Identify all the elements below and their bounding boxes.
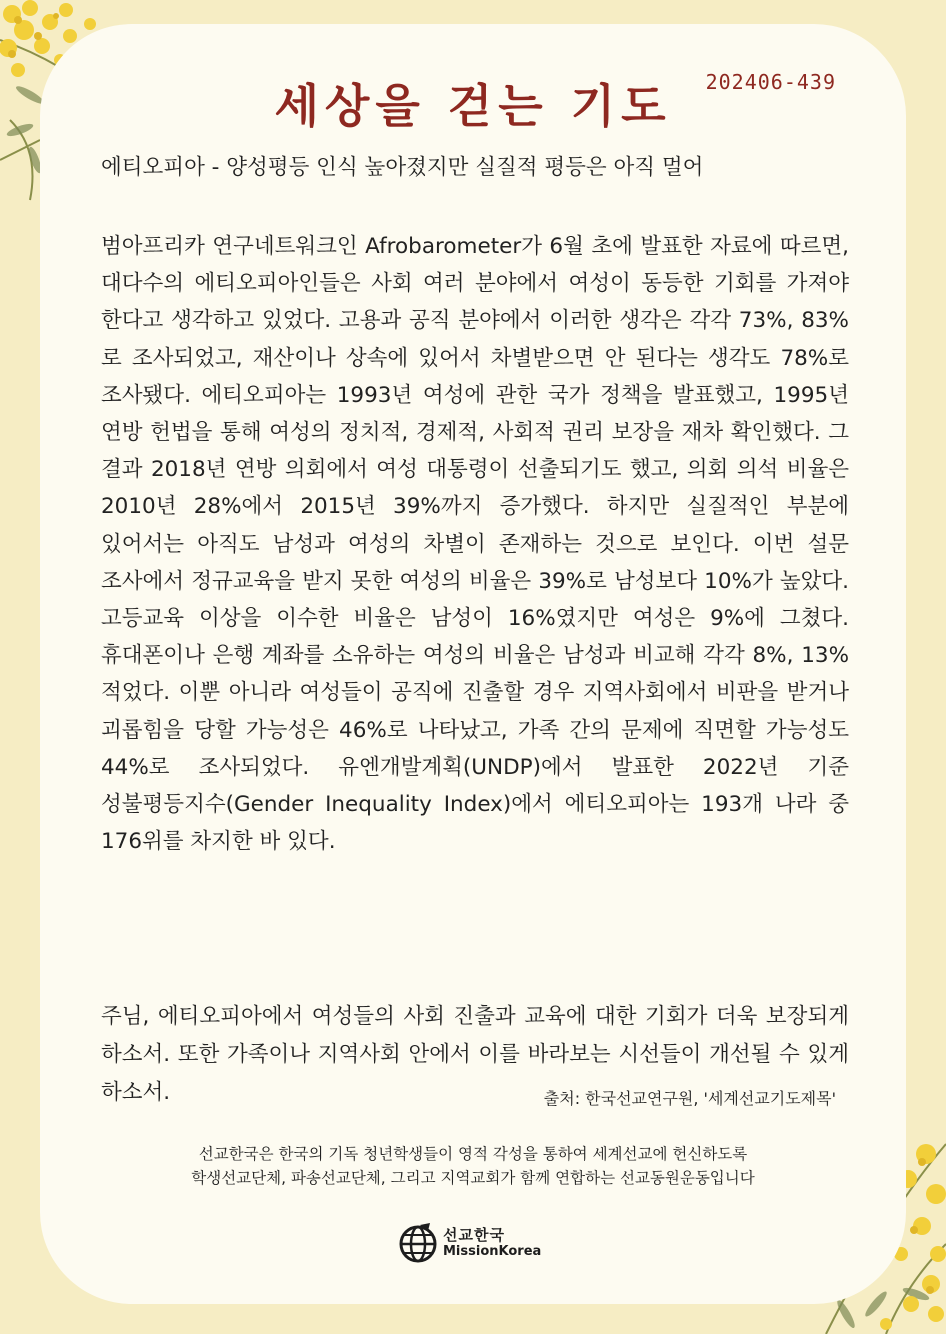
footer-line-1: 선교한국은 한국의 기독 청년학생들이 영적 각성을 통하여 세계선교에 헌신하도록 [198,1145,748,1163]
footer-line-2: 학생선교단체, 파송선교단체, 그리고 지역교회가 함께 연합하는 선교동원운동입니다 [191,1169,755,1187]
source-citation: 출처: 한국선교연구원, '세계선교기도제목' [543,1089,836,1108]
page-title: 세상을 걷는 기도 [274,79,672,133]
globe-icon [398,1223,438,1263]
logo-korean-text: 선교한국 [443,1226,505,1244]
prayer-text: 주님, 에티오피아에서 여성들의 사회 진출과 교육에 대한 기회가 더욱 보장되게 하소서. 또한 가족이나 지역사회 안에서 이를 바라보는 시선들이 개선될 수 있게 하소서. [101,1004,849,1105]
subtitle: 에티오피아 - 양성평등 인식 높아졌지만 실질적 평등은 아직 멀어 [101,155,704,180]
missionkorea-logo [398,1220,541,1266]
footer-mission-statement [70,1142,876,1190]
article-body: 범아프리카 연구네트워크인 Afrobarometer가 6월 초에 발표한 자료에 따르면, 대다수의 에티오피아인들은 사회 여러 분야에서 여성이 동등한 기회를 가져야 한다고 생각하고 있었다. 고용과 공직 분야에서 이러한 생각은 각각 73%, 83%로 조사되었고, 재산이나 상속에 있어서 차별받으면 안 된다는 생각도 78%로 조사됐다. 에티오피아는 1993년 여성에 관한 국가 정책을 발표했고, 1995년 연방 헌법을 통해 여성의 정치적, 경제적, 사회적 권리 보장을 재차 확인했다. 그 결과 2018년 연방 의회에서 여성 대통령이 선출되기도 했고, 의회 의석 비율은 2010년 28%에서 2015년 39%까지 증가했다. 하지만 실질적인 부분에 있어서는 아직도 남성과 여성의 차별이 존재하는 것으로 보인다. 이번 설문 조사에서 정규교육을 받지 못한 여성의 비율은 39%로 남성보다 10%가 높았다. 고등교육 이상을 이수한 비율은 남성이 16%였지만 여성은 9%에 그쳤다. 휴대폰이나 은행 계좌를 소유하는 여성의 비율은 남성과 비교해 각각 8%, 13% 적었다. 이뿐 아니라 여성들이 공직에 진출할 경우 지역사회에서 비판을 받거나 괴롭힘을 당할 가능성은 46%로 나타났고, 가족 간의 문제에 직면할 가능성도 44%로 조사되었다. 유엔개발계획(UNDP)에서 발표한 2022년 기준 성불평등지수(Gender Inequality Index)에서 에티오피아는 193개 나라 중 176위를 차지한 바 있다. [101,234,849,855]
document-number: 202406-439 [705,70,836,94]
logo-english-text: MissionKorea [443,1244,542,1259]
